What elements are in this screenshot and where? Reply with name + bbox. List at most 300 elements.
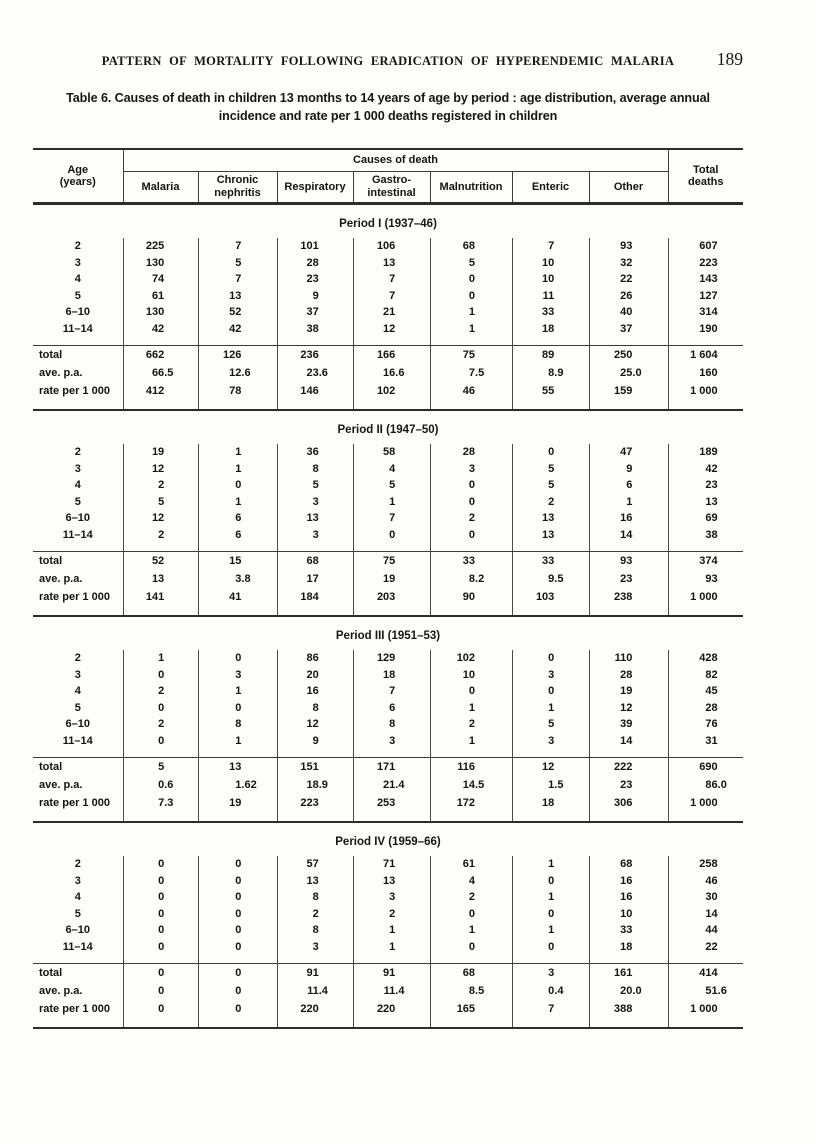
age-cell: 4 bbox=[74, 273, 81, 285]
value-cell: 222 bbox=[589, 758, 668, 776]
summary-row bbox=[33, 382, 743, 409]
value-cell: 19 bbox=[123, 444, 198, 461]
value-cell: 37 bbox=[589, 321, 668, 346]
age-cell: 11–14 bbox=[62, 734, 93, 747]
value-cell: 68 bbox=[430, 964, 512, 982]
value-cell: 46 bbox=[668, 873, 743, 890]
value-cell: 33 bbox=[430, 552, 512, 570]
value-cell: 141 bbox=[123, 588, 198, 615]
period-end-rule bbox=[33, 409, 743, 411]
value-cell: 33 bbox=[512, 552, 589, 570]
value-cell: 1 bbox=[353, 922, 430, 939]
table-row bbox=[33, 494, 743, 511]
value-cell: 0 bbox=[430, 494, 512, 511]
value-cell: 3 bbox=[277, 527, 353, 552]
value-cell: 9 bbox=[277, 288, 353, 305]
table-row bbox=[33, 716, 743, 733]
value-cell: 0 bbox=[430, 527, 512, 552]
value-cell: 8 bbox=[277, 700, 353, 717]
age-cell: 11–14 bbox=[62, 940, 93, 953]
value-cell: 5 bbox=[277, 477, 353, 494]
value-cell: 0 bbox=[198, 964, 277, 982]
summary-row bbox=[33, 776, 743, 794]
value-cell: 0 bbox=[198, 922, 277, 939]
value-cell: 17 bbox=[277, 570, 353, 588]
value-cell: 146 bbox=[277, 382, 353, 409]
table-row bbox=[33, 683, 743, 700]
value-cell: 220 bbox=[277, 1000, 353, 1027]
summary-rows-table bbox=[33, 964, 743, 1027]
value-cell: 86.0 bbox=[668, 776, 743, 794]
value-cell: 7 bbox=[353, 683, 430, 700]
value-cell: 8.9 bbox=[512, 364, 589, 382]
value-cell: 22 bbox=[668, 939, 743, 964]
value-cell: 3 bbox=[353, 889, 430, 906]
value-cell: 8 bbox=[277, 922, 353, 939]
page-header bbox=[33, 49, 743, 70]
age-cell: 4 bbox=[74, 685, 81, 697]
table-row bbox=[33, 889, 743, 906]
value-cell: 0.4 bbox=[512, 982, 589, 1000]
value-cell: 1 bbox=[123, 650, 198, 667]
summary-label-cell: total bbox=[39, 349, 63, 361]
value-cell: 3 bbox=[512, 667, 589, 684]
value-cell: 0 bbox=[123, 873, 198, 890]
value-cell: 91 bbox=[353, 964, 430, 982]
value-cell: 75 bbox=[353, 552, 430, 570]
summary-row bbox=[33, 1000, 743, 1027]
header-row-2 bbox=[33, 171, 743, 202]
age-cell: 2 bbox=[74, 446, 81, 458]
value-cell: 0 bbox=[512, 650, 589, 667]
value-cell: 2 bbox=[123, 716, 198, 733]
value-cell: 93 bbox=[589, 552, 668, 570]
value-cell: 127 bbox=[668, 288, 743, 305]
value-cell: 0 bbox=[123, 964, 198, 982]
age-cell: 5 bbox=[74, 701, 81, 714]
summary-rows-table bbox=[33, 552, 743, 615]
value-cell: 238 bbox=[589, 588, 668, 615]
summary-label-cell: rate per 1 000 bbox=[39, 591, 110, 603]
value-cell: 172 bbox=[430, 794, 512, 821]
value-cell: 23 bbox=[277, 271, 353, 288]
summary-rows-table bbox=[33, 346, 743, 409]
age-cell: 2 bbox=[74, 858, 81, 870]
value-cell: 1 bbox=[430, 700, 512, 717]
value-cell: 66.5 bbox=[123, 364, 198, 382]
value-cell: 1 bbox=[198, 733, 277, 758]
value-cell: 55 bbox=[512, 382, 589, 409]
value-cell: 13 bbox=[353, 255, 430, 272]
value-cell: 4 bbox=[353, 461, 430, 478]
page-content bbox=[33, 49, 743, 1029]
summary-label-cell: rate per 1 000 bbox=[39, 797, 110, 809]
value-cell: 223 bbox=[668, 255, 743, 272]
value-cell: 31 bbox=[668, 733, 743, 758]
value-cell: 1.5 bbox=[512, 776, 589, 794]
summary-label-cell: rate per 1 000 bbox=[39, 1003, 110, 1015]
value-cell: 3 bbox=[353, 733, 430, 758]
value-cell: 1 bbox=[353, 494, 430, 511]
age-cell: 5 bbox=[74, 907, 81, 920]
value-cell: 690 bbox=[668, 758, 743, 776]
value-cell: 13 bbox=[198, 758, 277, 776]
age-cell: 5 bbox=[74, 289, 81, 302]
age-cell: 6–10 bbox=[65, 924, 90, 936]
value-cell: 0 bbox=[512, 683, 589, 700]
value-cell: 1 000 bbox=[668, 794, 743, 821]
value-cell: 12 bbox=[353, 321, 430, 346]
value-cell: 12 bbox=[123, 461, 198, 478]
summary-row bbox=[33, 758, 743, 776]
value-cell: 18.9 bbox=[277, 776, 353, 794]
value-cell: 7.5 bbox=[430, 364, 512, 382]
value-cell: 3 bbox=[512, 964, 589, 982]
value-cell: 388 bbox=[589, 1000, 668, 1027]
value-cell: 69 bbox=[668, 510, 743, 527]
value-cell: 189 bbox=[668, 444, 743, 461]
value-cell: 1 bbox=[430, 733, 512, 758]
summary-label-cell: total bbox=[39, 555, 63, 567]
value-cell: 165 bbox=[430, 1000, 512, 1027]
value-cell: 0 bbox=[198, 889, 277, 906]
value-cell: 23 bbox=[589, 570, 668, 588]
age-cell: 11–14 bbox=[62, 322, 93, 335]
summary-row bbox=[33, 982, 743, 1000]
table-row bbox=[33, 650, 743, 667]
summary-label-cell: rate per 1 000 bbox=[39, 385, 110, 397]
value-cell: 1 604 bbox=[668, 346, 743, 364]
value-cell: 3 bbox=[430, 461, 512, 478]
value-cell: 90 bbox=[430, 588, 512, 615]
value-cell: 0 bbox=[430, 683, 512, 700]
table-title bbox=[33, 89, 743, 125]
value-cell: 171 bbox=[353, 758, 430, 776]
value-cell: 18 bbox=[589, 939, 668, 964]
value-cell: 39 bbox=[589, 716, 668, 733]
summary-label-cell: total bbox=[39, 761, 63, 773]
age-cell: 5 bbox=[74, 495, 81, 508]
value-cell: 38 bbox=[277, 321, 353, 346]
value-cell: 3 bbox=[277, 939, 353, 964]
value-cell: 428 bbox=[668, 650, 743, 667]
value-cell: 0 bbox=[198, 982, 277, 1000]
col-header-total-deaths: Total deaths bbox=[668, 150, 743, 202]
value-cell: 223 bbox=[277, 794, 353, 821]
value-cell: 10 bbox=[512, 271, 589, 288]
summary-row bbox=[33, 964, 743, 982]
value-cell: 23 bbox=[668, 477, 743, 494]
value-cell: 14 bbox=[668, 906, 743, 923]
table-row bbox=[33, 255, 743, 272]
col-header-other: Other bbox=[589, 171, 668, 202]
value-cell: 1 bbox=[198, 444, 277, 461]
value-cell: 662 bbox=[123, 346, 198, 364]
value-cell: 0 bbox=[430, 939, 512, 964]
value-cell: 93 bbox=[589, 238, 668, 255]
value-cell: 40 bbox=[589, 304, 668, 321]
value-cell: 18 bbox=[512, 321, 589, 346]
value-cell: 14.5 bbox=[430, 776, 512, 794]
value-cell: 0 bbox=[198, 700, 277, 717]
value-cell: 225 bbox=[123, 238, 198, 255]
header-row-1 bbox=[33, 150, 743, 171]
value-cell: 0 bbox=[123, 889, 198, 906]
value-cell: 33 bbox=[589, 922, 668, 939]
value-cell: 11.4 bbox=[353, 982, 430, 1000]
value-cell: 5 bbox=[198, 255, 277, 272]
value-cell: 57 bbox=[277, 856, 353, 873]
value-cell: 3 bbox=[512, 733, 589, 758]
value-cell: 37 bbox=[277, 304, 353, 321]
value-cell: 0 bbox=[198, 477, 277, 494]
value-cell: 14 bbox=[589, 733, 668, 758]
value-cell: 2 bbox=[123, 683, 198, 700]
value-cell: 161 bbox=[589, 964, 668, 982]
value-cell: 7.3 bbox=[123, 794, 198, 821]
value-cell: 4 bbox=[430, 873, 512, 890]
value-cell: 5 bbox=[512, 461, 589, 478]
value-cell: 1 bbox=[512, 700, 589, 717]
summary-rows-table bbox=[33, 758, 743, 821]
value-cell: 106 bbox=[353, 238, 430, 255]
value-cell: 103 bbox=[512, 588, 589, 615]
value-cell: 20.0 bbox=[589, 982, 668, 1000]
value-cell: 166 bbox=[353, 346, 430, 364]
value-cell: 42 bbox=[123, 321, 198, 346]
value-cell: 220 bbox=[353, 1000, 430, 1027]
value-cell: 2 bbox=[353, 906, 430, 923]
value-cell: 45 bbox=[668, 683, 743, 700]
period-section-2 bbox=[33, 424, 743, 617]
value-cell: 1 bbox=[512, 889, 589, 906]
value-cell: 10 bbox=[430, 667, 512, 684]
value-cell: 23 bbox=[589, 776, 668, 794]
running-head: PATTERN OF MORTALITY FOLLOWING ERADICATION OF HYPERENDEMIC MALARIA bbox=[101, 54, 675, 68]
value-cell: 0 bbox=[198, 873, 277, 890]
value-cell: 7 bbox=[353, 510, 430, 527]
value-cell: 38 bbox=[668, 527, 743, 552]
value-cell: 10 bbox=[589, 906, 668, 923]
value-cell: 374 bbox=[668, 552, 743, 570]
table-row bbox=[33, 667, 743, 684]
value-cell: 91 bbox=[277, 964, 353, 982]
summary-label-cell: total bbox=[39, 967, 63, 979]
value-cell: 12 bbox=[123, 510, 198, 527]
value-cell: 0 bbox=[123, 939, 198, 964]
value-cell: 0 bbox=[512, 444, 589, 461]
value-cell: 0 bbox=[123, 1000, 198, 1027]
value-cell: 8.5 bbox=[430, 982, 512, 1000]
value-cell: 101 bbox=[277, 238, 353, 255]
value-cell: 13 bbox=[277, 510, 353, 527]
value-cell: 76 bbox=[668, 716, 743, 733]
value-cell: 102 bbox=[430, 650, 512, 667]
value-cell: 5 bbox=[123, 758, 198, 776]
value-cell: 2 bbox=[430, 889, 512, 906]
value-cell: 6 bbox=[353, 700, 430, 717]
value-cell: 0 bbox=[198, 856, 277, 873]
value-cell: 0 bbox=[123, 906, 198, 923]
value-cell: 12 bbox=[277, 716, 353, 733]
value-cell: 1 000 bbox=[668, 1000, 743, 1027]
value-cell: 86 bbox=[277, 650, 353, 667]
age-cell: 3 bbox=[74, 874, 81, 887]
summary-row bbox=[33, 364, 743, 382]
value-cell: 0 bbox=[430, 288, 512, 305]
summary-label-cell: ave. p.a. bbox=[39, 779, 83, 791]
value-cell: 68 bbox=[277, 552, 353, 570]
value-cell: 129 bbox=[353, 650, 430, 667]
value-cell: 3.8 bbox=[198, 570, 277, 588]
value-cell: 0 bbox=[512, 906, 589, 923]
value-cell: 41 bbox=[198, 588, 277, 615]
age-cell: 3 bbox=[74, 462, 81, 475]
value-cell: 250 bbox=[589, 346, 668, 364]
period-section-4 bbox=[33, 836, 743, 1029]
col-header-causes-group: Causes of death bbox=[123, 150, 668, 171]
col-header-malaria: Malaria bbox=[141, 180, 180, 193]
value-cell: 159 bbox=[589, 382, 668, 409]
age-cell: 6–10 bbox=[65, 306, 90, 318]
value-cell: 13 bbox=[512, 510, 589, 527]
value-cell: 116 bbox=[430, 758, 512, 776]
value-cell: 44 bbox=[668, 922, 743, 939]
value-cell: 16 bbox=[277, 683, 353, 700]
summary-label-cell: ave. p.a. bbox=[39, 367, 83, 379]
value-cell: 3 bbox=[277, 494, 353, 511]
value-cell: 58 bbox=[353, 444, 430, 461]
value-cell: 47 bbox=[589, 444, 668, 461]
value-cell: 32 bbox=[589, 255, 668, 272]
value-cell: 75 bbox=[430, 346, 512, 364]
value-cell: 0 bbox=[123, 856, 198, 873]
value-cell: 18 bbox=[353, 667, 430, 684]
header-bottom-double-rule bbox=[33, 202, 743, 205]
value-cell: 19 bbox=[353, 570, 430, 588]
value-cell: 89 bbox=[512, 346, 589, 364]
value-cell: 18 bbox=[512, 794, 589, 821]
value-cell: 74 bbox=[123, 271, 198, 288]
period-title: Period I (1937–46) bbox=[339, 218, 437, 230]
value-cell: 2 bbox=[430, 510, 512, 527]
age-cell: 11–14 bbox=[62, 528, 93, 541]
value-cell: 414 bbox=[668, 964, 743, 982]
value-cell: 21 bbox=[353, 304, 430, 321]
table-row bbox=[33, 510, 743, 527]
value-cell: 0 bbox=[198, 650, 277, 667]
age-cell: 3 bbox=[74, 668, 81, 681]
col-header-chronic-nephritis: Chronic nephritis bbox=[198, 171, 277, 202]
value-cell: 42 bbox=[668, 461, 743, 478]
value-cell: 306 bbox=[589, 794, 668, 821]
value-cell: 0 bbox=[123, 667, 198, 684]
summary-row bbox=[33, 794, 743, 821]
table-row bbox=[33, 733, 743, 758]
table-row bbox=[33, 700, 743, 717]
value-cell: 0 bbox=[123, 922, 198, 939]
value-cell: 0 bbox=[512, 939, 589, 964]
page-number: 189 bbox=[716, 49, 743, 69]
value-cell: 1 bbox=[430, 304, 512, 321]
value-cell: 13 bbox=[123, 570, 198, 588]
value-cell: 22 bbox=[589, 271, 668, 288]
value-cell: 11 bbox=[512, 288, 589, 305]
value-cell: 8.2 bbox=[430, 570, 512, 588]
table-row bbox=[33, 271, 743, 288]
value-cell: 78 bbox=[198, 382, 277, 409]
value-cell: 0 bbox=[430, 906, 512, 923]
table-row bbox=[33, 856, 743, 873]
value-cell: 14 bbox=[589, 527, 668, 552]
value-cell: 7 bbox=[198, 271, 277, 288]
value-cell: 16 bbox=[589, 873, 668, 890]
table-title-line1: Table 6. Causes of death in children 13 months to 14 years of age by period : age distribution, average annual bbox=[66, 91, 710, 105]
value-cell: 2 bbox=[123, 527, 198, 552]
period-section-3 bbox=[33, 630, 743, 823]
value-cell: 16 bbox=[589, 510, 668, 527]
age-rows-table bbox=[33, 650, 743, 757]
value-cell: 184 bbox=[277, 588, 353, 615]
value-cell: 42 bbox=[198, 321, 277, 346]
table-row bbox=[33, 288, 743, 305]
age-cell: 4 bbox=[74, 479, 81, 491]
value-cell: 15 bbox=[198, 552, 277, 570]
value-cell: 82 bbox=[668, 667, 743, 684]
table-row bbox=[33, 477, 743, 494]
value-cell: 28 bbox=[277, 255, 353, 272]
table-row bbox=[33, 304, 743, 321]
table-header bbox=[33, 150, 743, 202]
value-cell: 93 bbox=[668, 570, 743, 588]
value-cell: 61 bbox=[430, 856, 512, 873]
value-cell: 12 bbox=[589, 700, 668, 717]
value-cell: 9 bbox=[589, 461, 668, 478]
value-cell: 10 bbox=[512, 255, 589, 272]
value-cell: 25.0 bbox=[589, 364, 668, 382]
value-cell: 13 bbox=[277, 873, 353, 890]
value-cell: 5 bbox=[353, 477, 430, 494]
period-end-rule bbox=[33, 615, 743, 617]
col-header-gastro-intestinal: Gastro- intestinal bbox=[353, 171, 430, 202]
value-cell: 8 bbox=[277, 461, 353, 478]
value-cell: 13 bbox=[198, 288, 277, 305]
value-cell: 12 bbox=[512, 758, 589, 776]
value-cell: 3 bbox=[198, 667, 277, 684]
value-cell: 7 bbox=[353, 288, 430, 305]
value-cell: 258 bbox=[668, 856, 743, 873]
summary-row bbox=[33, 346, 743, 364]
value-cell: 46 bbox=[430, 382, 512, 409]
value-cell: 9 bbox=[277, 733, 353, 758]
value-cell: 28 bbox=[589, 667, 668, 684]
value-cell: 0 bbox=[123, 982, 198, 1000]
value-cell: 16.6 bbox=[353, 364, 430, 382]
summary-row bbox=[33, 570, 743, 588]
value-cell: 28 bbox=[430, 444, 512, 461]
value-cell: 19 bbox=[198, 794, 277, 821]
table-row bbox=[33, 873, 743, 890]
value-cell: 52 bbox=[123, 552, 198, 570]
value-cell: 607 bbox=[668, 238, 743, 255]
age-rows-table bbox=[33, 856, 743, 963]
value-cell: 1 bbox=[198, 461, 277, 478]
value-cell: 21.4 bbox=[353, 776, 430, 794]
value-cell: 190 bbox=[668, 321, 743, 346]
age-rows-table bbox=[33, 238, 743, 345]
value-cell: 13 bbox=[353, 873, 430, 890]
table-row bbox=[33, 527, 743, 552]
